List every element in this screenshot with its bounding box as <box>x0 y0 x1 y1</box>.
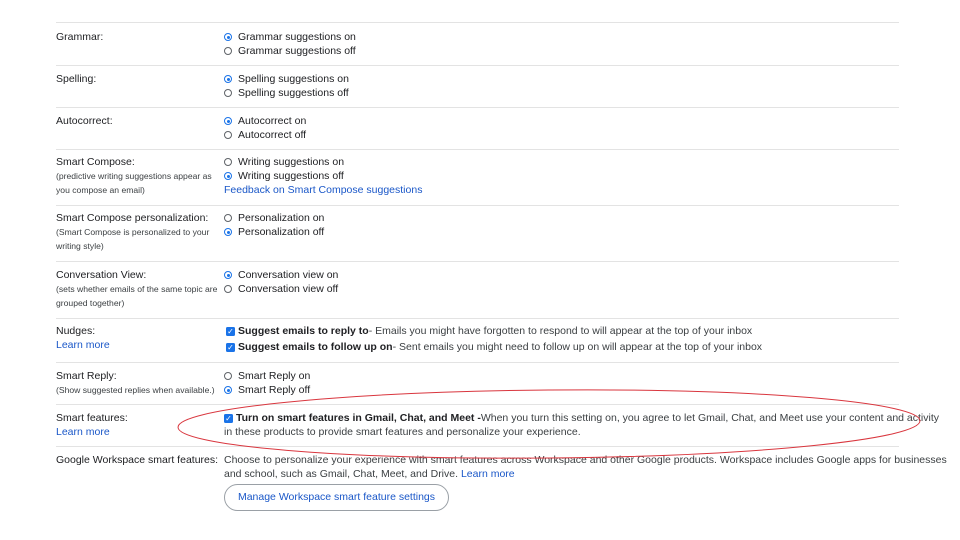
smart-features-description: in these products to provide smart features and personalize your experience. <box>224 426 581 438</box>
option-label: Autocorrect on <box>238 115 307 127</box>
option-label: Smart Reply on <box>238 370 311 382</box>
option-description: - Sent emails you might need to follow up on will appear at the top of your inbox <box>392 341 763 353</box>
workspace-smart-features-label: Google Workspace smart features: <box>56 454 219 466</box>
conversation-view-description: grouped together) <box>56 298 125 308</box>
checkbox-checked-icon: ✓ <box>227 342 234 352</box>
personalization-label: Smart Compose personalization: <box>56 212 209 224</box>
smart-features-learn-more-link[interactable]: Learn more <box>56 426 110 438</box>
option-label: Spelling suggestions off <box>238 87 349 99</box>
option-label: Autocorrect off <box>238 129 307 141</box>
option-title: Suggest emails to follow up on <box>238 341 393 353</box>
option-label: Grammar suggestions off <box>238 45 356 57</box>
option-title: Suggest emails to reply to <box>238 325 369 337</box>
option-label: Spelling suggestions on <box>238 73 349 85</box>
personalization-description: (Smart Compose is personalized to your <box>56 227 210 237</box>
option-title: Turn on smart features in Gmail, Chat, and Meet - <box>236 412 481 424</box>
smart-compose-description: (predictive writing suggestions appear as <box>56 171 212 181</box>
smart-compose-label: Smart Compose: <box>56 156 135 168</box>
workspace-learn-more-link[interactable]: Learn more <box>460 468 515 480</box>
option-description: When you turn this setting on, you agree to let Gmail, Chat, and Meet use your content and activity <box>480 412 940 424</box>
spelling-label: Spelling: <box>56 73 97 85</box>
workspace-description-text: and school, such as Gmail, Chat, Meet, and Drive. <box>224 468 461 480</box>
workspace-description: Choose to personalize your experience with smart features across Workspace and other Google products. Workspace includes Google apps for businesses <box>224 454 947 466</box>
smart-features-label: Smart features: <box>56 412 128 424</box>
option-description: - Emails you might have forgotten to respond to will appear at the top of your inbox <box>368 325 753 337</box>
option-label: Grammar suggestions on <box>238 31 356 43</box>
option-label: Smart Reply off <box>238 384 311 396</box>
option-label: Conversation view off <box>238 283 339 295</box>
checkbox-checked-icon: ✓ <box>227 326 234 336</box>
option-label: Personalization off <box>238 226 325 238</box>
smart-reply-label: Smart Reply: <box>56 370 117 382</box>
smart-compose-feedback-link[interactable]: Feedback on Smart Compose suggestions <box>224 184 423 196</box>
grammar-label: Grammar: <box>56 31 104 43</box>
option-label: Conversation view on <box>238 269 339 281</box>
conversation-view-description: (sets whether emails of the same topic are <box>56 284 218 294</box>
personalization-description: writing style) <box>56 241 104 251</box>
autocorrect-label: Autocorrect: <box>56 115 113 127</box>
option-label: Writing suggestions on <box>238 156 345 168</box>
checkbox-checked-icon: ✓ <box>225 413 232 423</box>
conversation-view-label: Conversation View: <box>56 269 147 281</box>
smart-reply-description: (Show suggested replies when available.) <box>56 385 215 395</box>
option-label: Personalization on <box>238 212 325 224</box>
nudges-learn-more-link[interactable]: Learn more <box>56 339 110 351</box>
manage-workspace-settings-button[interactable]: Manage Workspace smart feature settings <box>224 484 449 511</box>
nudges-label: Nudges: <box>56 325 96 337</box>
option-label: Writing suggestions off <box>238 170 344 182</box>
smart-compose-description: you compose an email) <box>56 185 145 195</box>
